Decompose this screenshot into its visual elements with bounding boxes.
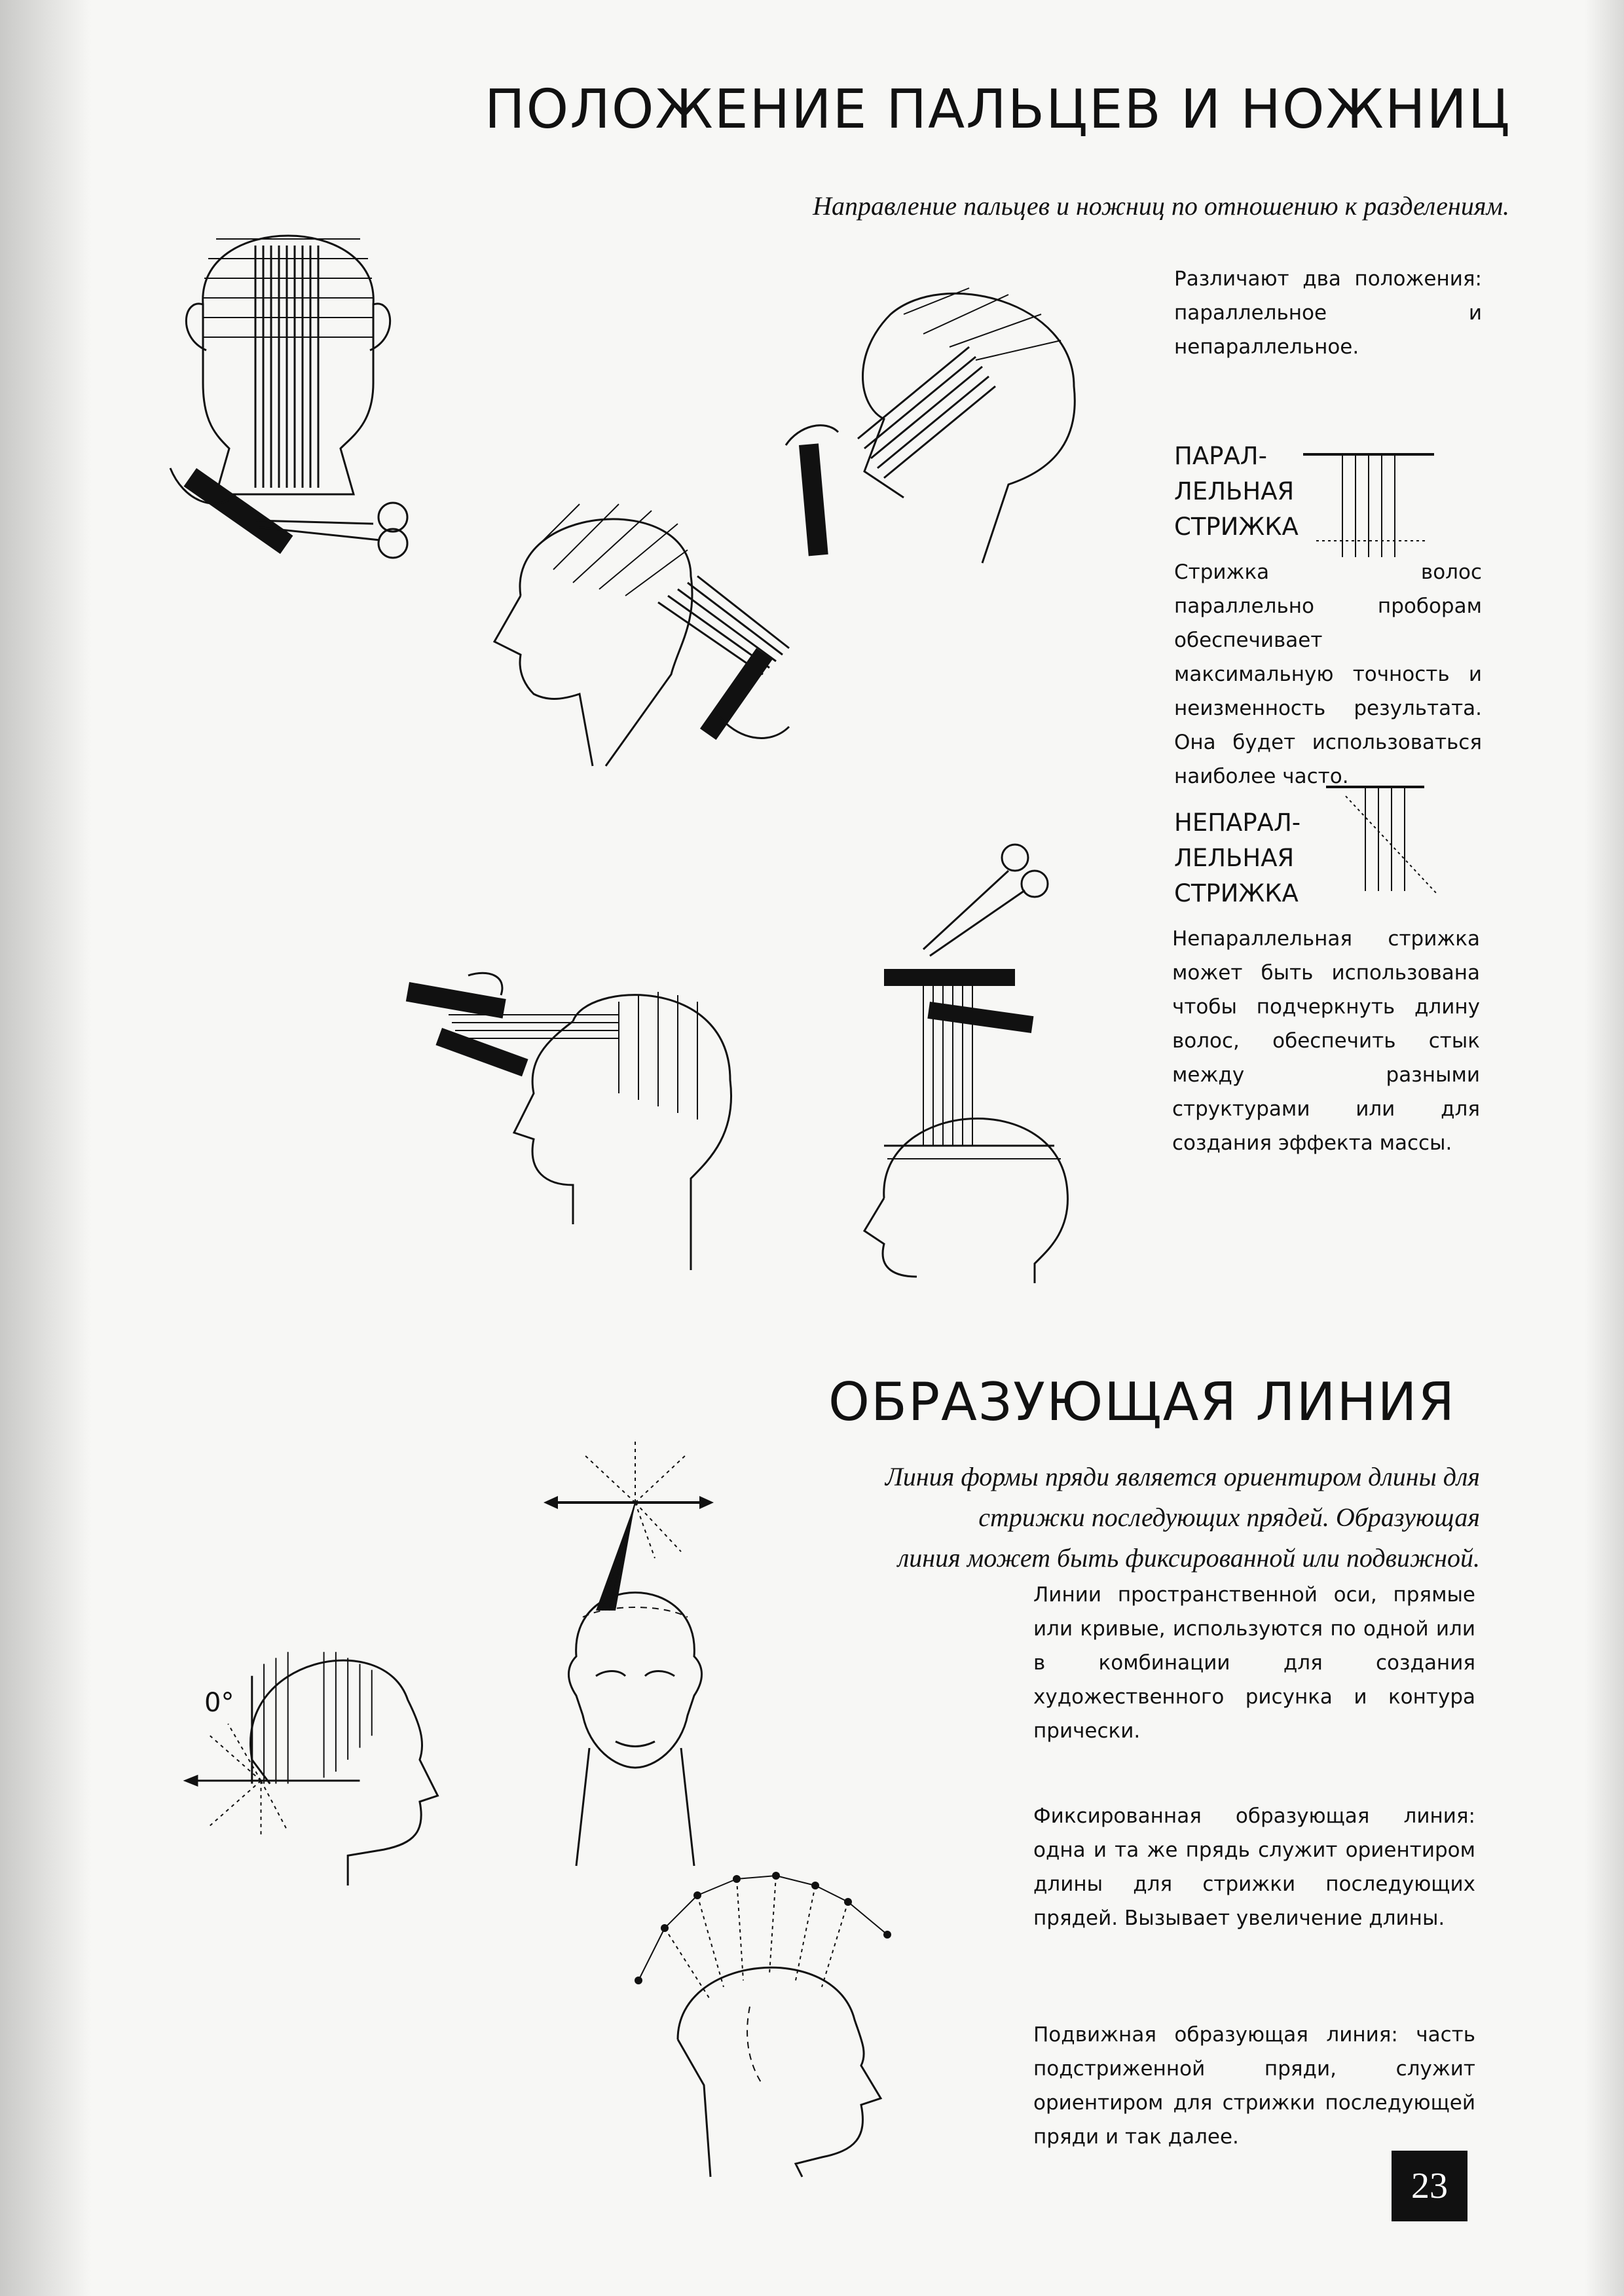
nonparallel-cut-paragraph: Непараллельная стрижка может быть использована чтобы подчеркнуть длину волос, обеспечить стык между разными структурами или для создания эффекта массы.: [1172, 927, 1480, 1155]
page-edge-shadow: [1585, 0, 1624, 2296]
profile-head-horizontal-illustration: [403, 962, 743, 1277]
guide-line-paragraph-2: Фиксированная образующая линия: одна и та же прядь служит ориентиром длины для стрижки последующих прядей. Вызывает увеличение длины.: [1033, 1804, 1475, 1930]
section-title-finger-position: ПОЛОЖЕНИЕ ПАЛЬЦЕВ И НОЖНИЦ: [485, 79, 1511, 141]
zero-degree-label: 0°: [204, 1688, 234, 1718]
parallel-cut-label: ПАРАЛ- ЛЕЛЬНАЯ СТРИЖКА: [1174, 442, 1299, 541]
parallel-cut-paragraph: Стрижка волос параллельно проборам обеспечивает максимальную точность и неизменность результата. Она будет использоваться наиболее часто.: [1174, 560, 1482, 788]
guide-line-text-1: [1033, 1578, 1475, 1748]
page-gutter-shadow: [0, 0, 92, 2296]
profile-head-zero-degree-illustration: [167, 1604, 475, 1886]
subtitle-line-2: стрижки последующих прядей. Образующая: [978, 1503, 1480, 1532]
back-head-parallel-illustration: [157, 187, 452, 606]
subtitle-line-1: Линия формы пряди является ориентиром длины для: [885, 1462, 1480, 1491]
profile-head-vertical-illustration: [838, 825, 1100, 1283]
guide-line-text-3: [1033, 2018, 1475, 2154]
guide-line-paragraph-1: Линии пространственной оси, прямые или кривые, используются по одной или в комбинации для создания художественного рисунка и контура прически.: [1033, 1583, 1475, 1743]
nonparallel-cut-label: НЕПАРАЛ- ЛЕЛЬНАЯ СТРИЖКА: [1174, 809, 1301, 907]
nonparallel-cut-text: [1172, 922, 1480, 1160]
parallel-cut-text: [1174, 555, 1482, 793]
nonparallel-cut-diagram: [1326, 783, 1470, 901]
parallel-cut-diagram: [1303, 449, 1441, 567]
intro-paragraph: Различают два положения: параллельное и непараллельное.: [1174, 267, 1482, 359]
section-subtitle-guide-line: [773, 1457, 1480, 1578]
tilted-head-parallel-illustration: [773, 275, 1100, 589]
section-title-guide-line: ОБРАЗУЮЩАЯ ЛИНИЯ: [828, 1372, 1456, 1432]
guide-line-text-2: [1033, 1799, 1475, 1935]
section-subtitle-finger-position: Направление пальцев и ножниц по отношению к разделениям.: [813, 191, 1509, 221]
guide-line-paragraph-3: Подвижная образующая линия: часть подстриженной пряди, служит ориентиром для стрижки последующей пряди и так далее.: [1033, 2023, 1475, 2149]
intro-text: [1174, 262, 1482, 364]
front-head-vertical-illustration: [544, 1440, 733, 1866]
profile-head-movable-guide-illustration: [612, 1869, 907, 2177]
page-number: 23: [1392, 2151, 1467, 2221]
subtitle-line-3: линия может быть фиксированной или подвижной.: [897, 1543, 1480, 1573]
